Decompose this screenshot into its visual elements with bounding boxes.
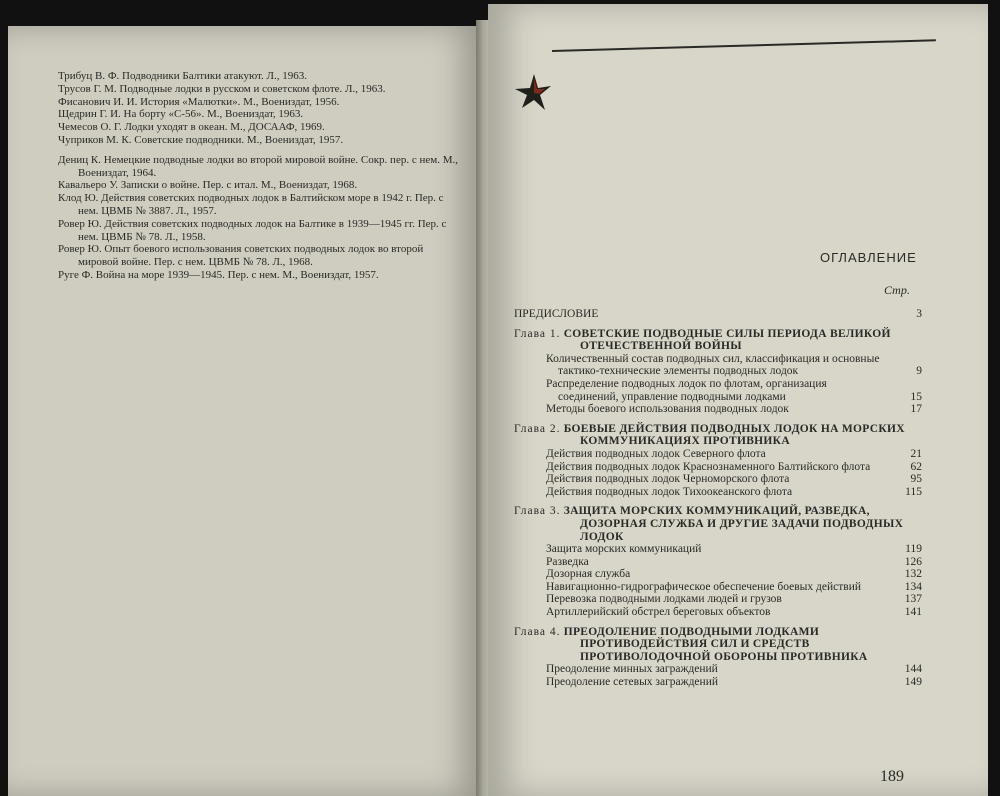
chapter-title: ПРЕОДОЛЕНИЕ ПОДВОДНЫМИ ЛОДКАМИ ПРОТИВОДЕЙСТВИЯ СИЛ И СРЕДСТВ ПРОТИВОЛОДОЧНОЙ ОБОРОНЫ ПРОТИВНИКА: [563, 625, 868, 663]
toc-item-page: 141: [904, 606, 922, 619]
chapter-title: ЗАЩИТА МОРСКИХ КОММУНИКАЦИЙ, РАЗВЕДКА, ДОЗОРНАЯ СЛУЖБА И ДРУГИЕ ЗАДАЧИ ПОДВОДНЫХ ЛОДОК: [563, 505, 904, 543]
bibliography-entry: Дениц К. Немецкие подводные лодки во второй мировой войне. Сокр. пер. с нем. М., Воениздат, 1964.: [58, 153, 458, 179]
toc-item-title: Действия подводных лодок Тихоокеанского флота: [546, 485, 793, 498]
toc-item-title: Дозорная служба: [546, 568, 631, 581]
toc-item: [514, 473, 922, 486]
toc-item: [514, 581, 922, 594]
toc-item-page: 62: [910, 460, 922, 473]
toc-item: [514, 568, 922, 581]
bibliography-entry: Клод Ю. Действия советских подводных лодок в Балтийском море в 1942 г. Пер. с нем. ЦВМБ № 3887. Л., 1957.: [58, 192, 444, 217]
toc-item: [514, 486, 922, 499]
toc-item-title: Количественный состав подводных сил, классификация и основные тактико-технические элементы подводных лодок: [546, 352, 880, 378]
toc-item: [514, 543, 922, 556]
toc-item-title: Навигационно-гидрографическое обеспечение боевых действий: [546, 580, 862, 593]
toc-item: [514, 403, 922, 416]
bibliography-list: [58, 70, 458, 282]
toc-item-page: 95: [910, 473, 922, 486]
chapter-label: Глава 1.: [514, 327, 561, 340]
toc-item-title: Действия подводных лодок Краснознаменного Балтийского флота: [546, 460, 871, 473]
toc-item-title: Преодоление сетевых заграждений: [546, 676, 719, 689]
chapter-label: Глава 2.: [514, 422, 561, 435]
page-number: 189: [880, 768, 904, 785]
toc-item-page: 15: [910, 390, 922, 403]
toc-item-title: Защита морских коммуникаций: [546, 543, 702, 556]
toc-item: [514, 378, 922, 403]
toc-chapter-heading: [514, 328, 922, 353]
page-column-label: Стр.: [884, 283, 910, 297]
toc-item-page: 17: [910, 403, 922, 416]
toc-item-title: Перевозка подводными лодками людей и грузов: [546, 593, 782, 606]
toc-chapter-heading: [514, 626, 922, 664]
toc-item-page: 9: [916, 365, 922, 378]
toc-item-title: Разведка: [546, 555, 589, 568]
toc-item-title: Действия подводных лодок Черноморского флота: [546, 473, 790, 486]
bibliography-entry: Трибуц В. Ф. Подводники Балтики атакуют. Л., 1963.: [58, 70, 307, 82]
bibliography-entry: Кавальеро У. Записки о войне. Пер. с итал. М., Воениздат, 1968.: [58, 179, 358, 192]
toc-preface: [514, 308, 922, 321]
bibliography-entry: Руге Ф. Война на море 1939—1945. Пер. с нем. М., Воениздат, 1957.: [58, 268, 379, 281]
toc-item: [514, 353, 922, 378]
chapter-title: СОВЕТСКИЕ ПОДВОДНЫЕ СИЛЫ ПЕРИОДА ВЕЛИКОЙ ОТЕЧЕСТВЕННОЙ ВОЙНЫ: [563, 327, 891, 353]
toc-item: [514, 448, 922, 461]
toc-item: [514, 556, 922, 569]
chapter-label: Глава 3.: [514, 505, 561, 518]
toc-item-title: Преодоление минных заграждений: [546, 663, 718, 676]
toc-item-page: 21: [910, 447, 922, 460]
bibliography-entry: Чуприков М. К. Советские подводники. М., Воениздат, 1957.: [58, 133, 344, 146]
toc-chapter-heading: [514, 505, 922, 543]
bibliography-entry: Чемесов О. Г. Лодки уходят в океан. М., ДОСААФ, 1969.: [58, 121, 325, 134]
toc-item: [514, 461, 922, 474]
toc-item-title: Артиллерийский обстрел береговых объектов: [546, 606, 771, 619]
toc-item-page: 132: [904, 568, 922, 581]
bibliography-entry: Щедрин Г. И. На борту «С-56». М., Воениздат, 1963.: [58, 108, 304, 121]
star-icon: [514, 72, 552, 112]
toc-item-page: 119: [905, 543, 922, 556]
bibliography-entry: Ровер Ю. Опыт боевого использования советских подводных лодок во второй мировой войне. Пер. с нем. ЦВМБ № 78. Л., 1968.: [58, 243, 424, 269]
chapter-label: Глава 4.: [514, 625, 561, 638]
toc-chapter-heading: [514, 423, 922, 448]
toc-item-page: 144: [904, 663, 922, 676]
toc-title: ОГЛАВЛЕНИЕ: [820, 250, 917, 265]
toc-item-page: 134: [904, 580, 922, 593]
toc-item: [514, 606, 922, 619]
bibliography-entry: Ровер Ю. Действия советских подводных лодок на Балтике в 1939—1945 гг. Пер. с нем. ЦВМБ № 78. Л., 1958.: [58, 217, 447, 243]
toc-item: [514, 676, 922, 689]
chapter-title: БОЕВЫЕ ДЕЙСТВИЯ ПОДВОДНЫХ ЛОДОК НА МОРСКИХ КОММУНИКАЦИЯХ ПРОТИВНИКА: [563, 422, 905, 448]
toc-item-page: 149: [904, 676, 922, 689]
toc-preface-title: ПРЕДИСЛОВИЕ: [514, 308, 599, 320]
toc-item: [514, 663, 922, 676]
toc-item-page: 115: [905, 485, 922, 498]
toc-item-page: 137: [904, 593, 922, 606]
toc-item: [514, 593, 922, 606]
bibliography-gap: [58, 147, 458, 154]
bibliography-entry: Трусов Г. М. Подводные лодки в русском и советском флоте. Л., 1963.: [58, 82, 386, 95]
toc-item-title: Действия подводных лодок Северного флота: [546, 447, 766, 460]
bibliography-entry: Фисанович И. И. История «Малютки». М., Воениздат, 1956.: [58, 95, 340, 108]
table-of-contents: [514, 306, 922, 689]
toc-item-title: Распределение подводных лодок по флотам, организация соединений, управление подводными лодками: [546, 377, 827, 403]
toc-item-title: Методы боевого использования подводных лодок: [546, 403, 789, 416]
toc-preface-page: 3: [916, 308, 922, 320]
toc-item-page: 126: [904, 555, 922, 568]
